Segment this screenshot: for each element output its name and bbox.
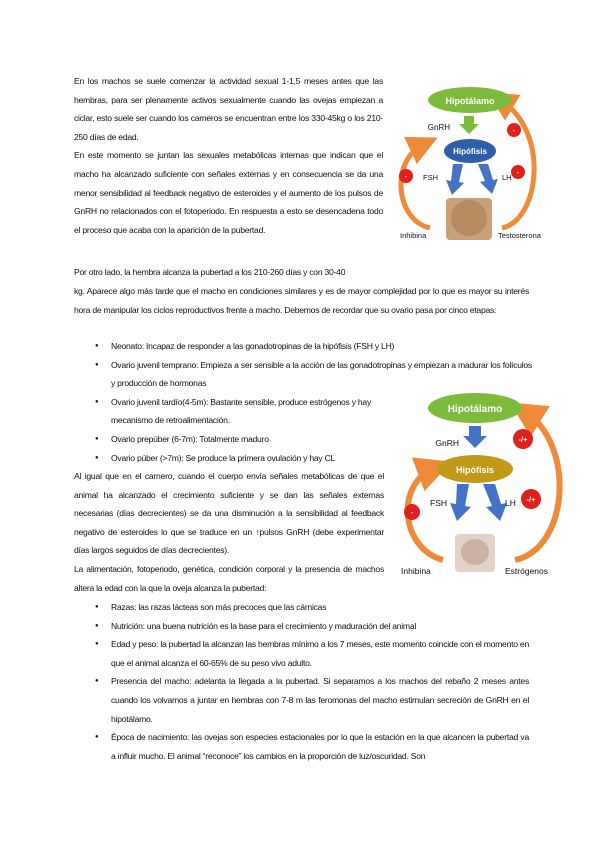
list-item-stage-5: ● Ovario púber (>7m): Se produce la primera ovulación y hay CL	[74, 449, 534, 468]
inhibition-badge-left-label: -	[404, 172, 408, 181]
lh-label: LH	[505, 498, 516, 508]
list-item-stage-4: ● Ovario prepúber (6-7m): Totalmente maduro	[74, 430, 534, 449]
inhibition-badge-left-label: -	[410, 508, 414, 517]
lh-arrow	[483, 484, 507, 521]
list-item-stage-2: ● Ovario juvenil temprano: Empieza a ser sensible a la acción de las gonadotropinas y empiezan a madurar los folículos y producción de hormonas	[74, 356, 534, 393]
gnrh-label: GnRH	[435, 438, 459, 448]
gnrh-label: GnRH	[427, 123, 450, 132]
fsh-label: FSH	[430, 498, 447, 508]
gnrh-arrow	[463, 426, 487, 448]
inhibition-badge-right-mid-label: -	[516, 168, 520, 177]
fsh-arrow	[446, 164, 464, 195]
hypothalamus-label: Hipotálamo	[447, 404, 503, 415]
pituitary-label: Hipófisis	[455, 465, 495, 475]
ovary-image-shade	[461, 539, 489, 565]
lh-arrow	[478, 164, 498, 194]
paragraph-factors-intro: La alimentación, fotoperiodo, genética, condición corporal y la presencia de machos altera la edad con la que la oveja alcanza la pubertad:	[74, 563, 384, 593]
list-item-stage-3: ● Ovario juvenil tardío(4-5m): Bastante sensible, produce estrógenos y hay mecanismo de retroalimentación.	[74, 393, 371, 430]
female-intro-block-2	[74, 282, 529, 319]
inhibition-badge-right-top-label: -	[512, 126, 516, 135]
gnrh-arrow	[459, 116, 479, 134]
factors-list	[74, 598, 529, 765]
lh-label: LH	[502, 173, 512, 182]
estrogens-label: Estrógenos	[505, 566, 548, 576]
feedback-arrow-right	[500, 100, 534, 228]
pituitary-label: Hipófisis	[453, 147, 487, 156]
feedback-badge-right-mid-label: -/+	[526, 495, 536, 504]
paragraph-males: En los machos se suele comenzar la actividad sexual 1-1,5 meses antes que las hembras, para ser plenamente activos sexualmente cuando las ovejas empiezan a ciclar, esto suele ser cuando los carneros se encuentran entre los 330-45kg o los 210-250 días de edad.	[74, 76, 383, 142]
inhibin-label: Inhibina	[401, 566, 431, 576]
fsh-label: FSH	[423, 173, 438, 182]
fsh-arrow	[450, 484, 471, 521]
inhibin-label: Inhibina	[400, 231, 427, 240]
feedback-badge-right-top-label: -/+	[518, 435, 528, 444]
list-item-factor-nutrition: ● Nutrición: una buena nutrición es la base para el crecimiento y maduración del animal	[74, 617, 529, 636]
males-text-block	[74, 72, 383, 239]
hypothalamus-label: Hipotálamo	[445, 96, 495, 106]
list-item-stage-1: ● Neonato: Incapaz de responder a las gonadotropinas de la hipófisis (FSH y LH)	[74, 337, 534, 356]
list-item-factor-breeds: ● Razas: las razas lácteas son más precoces que las cárnicas	[74, 598, 529, 617]
testis-image-shade	[451, 200, 487, 236]
male-hormone-diagram	[390, 80, 550, 250]
female-text-block	[74, 467, 384, 597]
paragraph-junction: En este momento se juntan las sexuales metabólicas internas que indican que el macho ha alcanzado suficiente con señales externas y en consecuencia se da una menor sensibilidad al feedback negativo de esteroides y el aumento de los pulsos de GnRH no relacionados con el fotoperiodo. En respuesta a esto se desencadena todo el proceso que acaba con la aparición de la pubertad.	[74, 150, 383, 235]
female-hormone-diagram	[395, 388, 575, 583]
list-item-factor-age-weight: ● Edad y peso: la pubertad la alcanzan las hembras mínimo a los 7 meses, este momento coincide con el momento en que el animal alcanza el 60-65% de su peso vivo adulto.	[74, 635, 529, 672]
list-item-factor-male-presence: ● Presencia del macho: adelanta la llegada a la pubertad. Si separamos a los machos del rebaño 2 meses antes cuando los volvamos a juntar en hembras con 7-8 m las feromonas del macho estimulan secreción de GnRH en el hipotálamo.	[74, 672, 529, 728]
paragraph-female-intro-part1: Por otro lado, la hembra alcanza la pubertad a los 210-260 días y con 30-40	[74, 267, 346, 277]
female-intro-rest: kg. Aparece algo más tarde que el macho en condiciones similares y es de mayor complejidad por lo que es mayor su interés hora de manipular los ciclos reproductivos frente a macho. Debemos de recordar que su ovario pasa por cinco etapas:	[74, 286, 529, 315]
testosterone-label: Testosterona	[498, 231, 541, 240]
feedback-arrow-left	[401, 144, 430, 228]
list-item-factor-birth-season: ● Época de nacimiento: las ovejas son especies estacionales por lo que la estación en la que alcancen la pubertad va a influir mucho. El animal “reconoce” los cambios en la proporción de luz/oscuridad. Son	[74, 728, 529, 765]
paragraph-female-like-male: Al igual que en el carnero, cuando el cuerpo envía señales metabólicas de que el animal ha alcanzado el crecimiento suficiente y se dan las señales externas necesarias (días decrecientes) se da una disminución a la sensibilidad al feedback negativo de esteroides lo que se traduce en un ↑pulsos GnRH (debe experimentar días largos seguidos de días decrecientes).	[74, 471, 384, 556]
paragraph-female-intro	[74, 282, 529, 319]
female-intro-block	[74, 263, 383, 282]
